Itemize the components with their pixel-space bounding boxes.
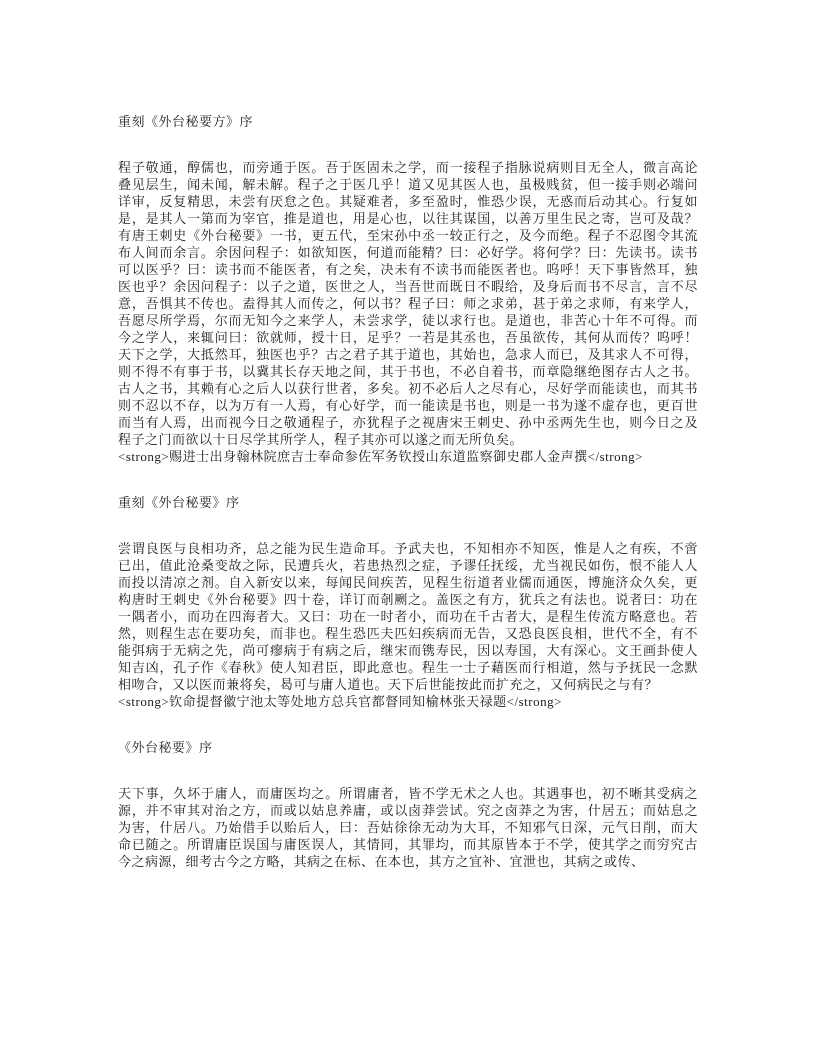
section-signature-1: <strong>赐进士出身翰林院庶吉士奉命参佐军务钦授山东道监察御史郡人金声撰</strong> (118, 449, 643, 464)
section-body-2: 尝谓良医与良相功齐，总之能为民生造命耳。予武夫也，不知相亦不知医，惟是人之有疾，不啻已出，值此沧桑变故之际，民遭兵火，若患热烈之症，予谬任抚绥，尤当视民如伤，恨不能人人而投以清凉之剂。自入新安以来，每闻民间疾苦，见程生衍道者业儒而通医，博施济众久矣，更构唐时王刺史《外台秘要》四十卷，详订而剞劂之。盖医之有方，犹兵之有法也。说者曰：功在一隅者小，而功在四海者大。又曰：功在一时者小，而功在千古者大，是程生传流方略意也。若然，则程生志在要功矣，而非也。程生恐匹夫匹妇疾病而无告，又恐良医良相，世代不全，有不能弭病于无病之先，尚可瘳病于有病之后，继宋而镌寿民，因以寿国，大有深心。文王画卦使人知吉凶，孔子作《春秋》使人知君臣，即此意也。程生一士子藉医而行相道，然与予抚民一念默相吻合，又以医而兼将矣，曷可与庸人道也。天下后世能按此而扩充之，又何病民之与有？ (118, 541, 698, 692)
preface-section-1 (118, 113, 698, 465)
section-title-2: 重刻《外台秘要》序 (118, 495, 240, 510)
section-body-3: 天下事，久坏于庸人，而庸医均之。所谓庸者，皆不学无术之人也。其遇事也，初不晰其受病之源，并不审其对治之方，而或以姑息养庸，或以卤莽尝试。究之卤莽之为害，什居五；而姑息之为害，什居八。乃始借手以贻后人，曰：吾姑徐徐无动为大耳，不知邪气日深，元气日削，而大命已随之。所谓庸臣误国与庸医误人，其情同，其罪均，而其原皆本于不学，使其学之而穷究古今之病源，细考古今之方略，其病之在标、在本也，其方之宜补、宜泄也，其病之或传、 (118, 786, 698, 869)
preface-section-3 (118, 739, 698, 870)
preface-section-2 (118, 494, 698, 710)
section-signature-2: <strong>钦命提督徽宁池太等处地方总兵官都督同知榆林张天禄题</strong> (118, 694, 562, 709)
section-body-1: 程子敬通，醇儒也，而旁通于医。吾于医固未之学，而一接程子指脉说病则目无全人，微言高论叠见层生，闻未闻，解未解。程子之于医几乎！道又见其医人也，虽极贱贫，但一接手则必端问详审，反复精思，未尝有厌怠之色。其疑难者，多至盈时，惟恐少误，无惑而后动其心。行复如是，是其人一第而为宰官，推是道也，用是心也，以往其谋国，以善万里生民之寄，岂可及哉？有唐王刺史《外台秘要》一书，更五代，至宋孙中丞一较正行之，及今而绝。程子不忍图令其流布人间而余言。余因问程子：如欲知医，何道而能精？曰：必好学。将何学？曰：先读书。读书可以医乎？曰：读书而不能医者，有之矣，决未有不读书而能医者也。呜呼！天下事皆然耳，独医也乎？余因问程子：以子之道，医世之人，当吾世而既日不暇给，及身后而书不尽言，言不尽意，吾惧其不传也。盍得其人而传之，何以书？程子曰：师之求弟，甚于弟之求师，有来学人，吾愿尽所学焉，尔而无知今之来学人，未尝求学，徒以求行也。是道也，非苦心十年不可得。而今之学人，来辄问曰：欲就师，授十日，足乎？一若是其丞也，吾虽欲传，其何从而传？呜呼！天下之学，大抵然耳，独医也乎？古之君子其于道也，其始也，急求人而已，及其求人不可得，则不得不有事于书，以冀其长存天地之间，其于书也，不必自着书，而章隐继绝图存古人之书。古人之书，其赖有心之后人以获行世者，多矣。初不必后人之尽有心，尽好学而能读也，而其书则不忍以不存，以为万有一人焉，有心好学，而一能读是书也，则是一书为遂不虚存也，更百世而当有人焉，出而视今日之敬通程子，亦犹程子之视唐宋王刺史、孙中丞两先生也，则今日之及程子之门而欲以十日尽学其所学人，程子其亦可以遂之而无所负矣。 (118, 160, 698, 447)
section-title-1: 重刻《外台秘要方》序 (118, 114, 254, 129)
section-title-3: 《外台秘要》序 (118, 740, 213, 755)
